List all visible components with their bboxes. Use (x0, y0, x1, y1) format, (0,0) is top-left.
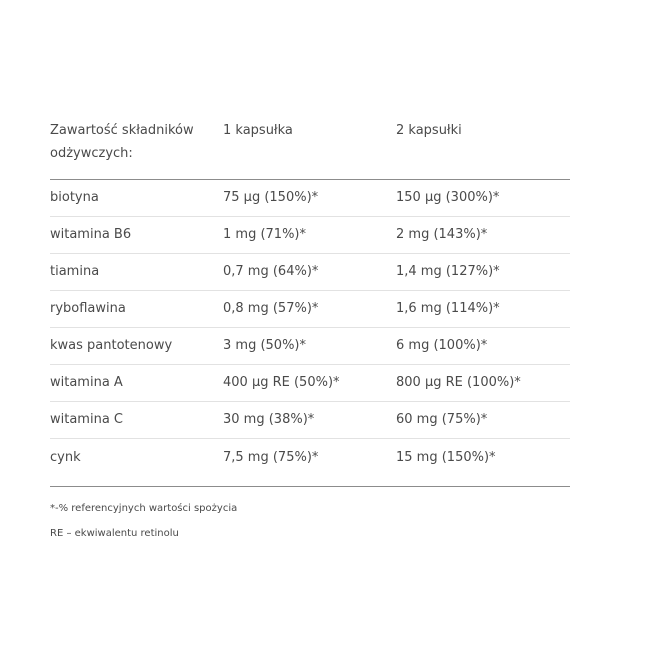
table-row (50, 180, 570, 217)
retinol-footnote: RE – ekwiwalentu retinolu (50, 528, 179, 539)
header-two-capsules: 2 kapsułki (396, 123, 462, 138)
two-capsules-value: 15 mg (150%)* (396, 450, 496, 465)
one-capsule-value: 75 µg (150%)* (223, 190, 319, 205)
footnotes (50, 502, 237, 552)
one-capsule-value: 3 mg (50%)* (223, 338, 306, 353)
two-capsules-value: 1,4 mg (127%)* (396, 264, 500, 279)
table-row (50, 291, 570, 328)
one-capsule-value: 400 µg RE (50%)* (223, 375, 340, 390)
header-ingredient: Zawartość składników odżywczych: (50, 123, 194, 161)
one-capsule-value: 0,7 mg (64%)* (223, 264, 319, 279)
table-header (50, 119, 570, 180)
two-capsules-value: 1,6 mg (114%)* (396, 301, 500, 316)
table-row (50, 217, 570, 254)
two-capsules-value: 2 mg (143%)* (396, 227, 488, 242)
ingredient-name: biotyna (50, 190, 99, 205)
ingredient-name: witamina B6 (50, 227, 132, 242)
reference-footnote: *-% referencyjnych wartości spożycia (50, 503, 238, 514)
one-capsule-value: 7,5 mg (75%)* (223, 450, 319, 465)
header-one-capsule: 1 kapsułka (223, 123, 293, 138)
one-capsule-value: 1 mg (71%)* (223, 227, 306, 242)
table-row (50, 402, 570, 439)
two-capsules-value: 150 µg (300%)* (396, 190, 500, 205)
two-capsules-value: 800 µg RE (100%)* (396, 375, 521, 390)
table-row (50, 439, 570, 487)
table-row (50, 328, 570, 365)
ingredient-name: tiamina (50, 264, 100, 279)
ingredient-name: ryboflawina (50, 301, 126, 316)
ingredient-name: kwas pantotenowy (50, 338, 173, 353)
table-row (50, 254, 570, 291)
nutrition-table (50, 119, 570, 487)
table-row (50, 365, 570, 402)
ingredient-name: witamina A (50, 375, 123, 390)
one-capsule-value: 30 mg (38%)* (223, 412, 315, 427)
two-capsules-value: 6 mg (100%)* (396, 338, 488, 353)
ingredient-name: cynk (50, 450, 81, 465)
two-capsules-value: 60 mg (75%)* (396, 412, 488, 427)
one-capsule-value: 0,8 mg (57%)* (223, 301, 319, 316)
ingredient-name: witamina C (50, 412, 123, 427)
